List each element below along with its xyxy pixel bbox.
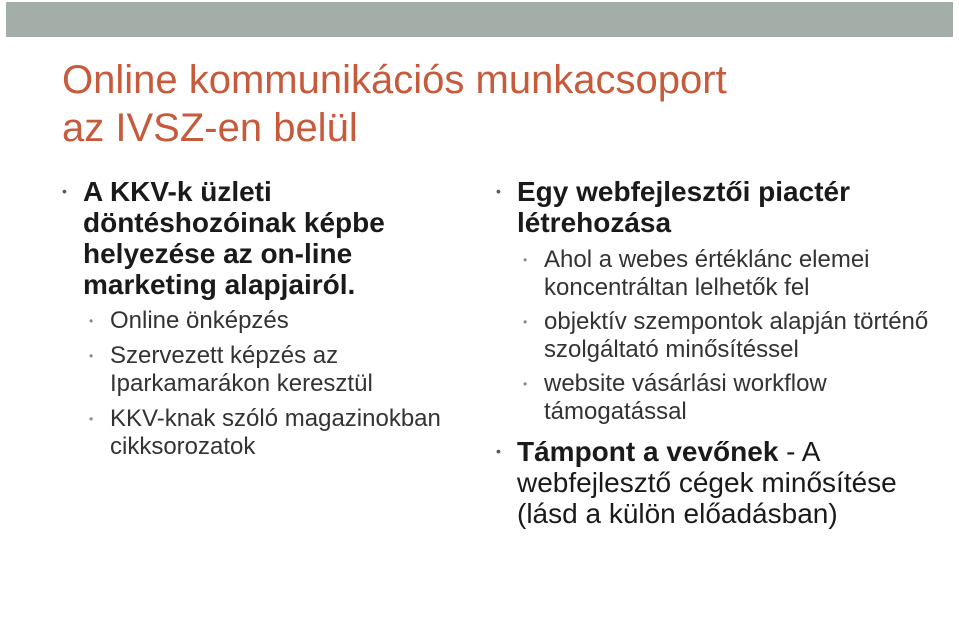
left-sub-bullet-text: Online önképzés — [110, 307, 289, 334]
left-main-bullet-text: A KKV-k üzleti döntéshozóinak képbe helyezése az on-line marketing alapjairól. — [83, 176, 385, 300]
left-sub-bullet-3 — [62, 405, 482, 461]
bullet-icon: • — [89, 349, 94, 363]
right-column — [496, 176, 936, 529]
bullet-icon: • — [496, 443, 501, 459]
left-main-bullet — [62, 176, 482, 300]
right-sub-bullet-text: website vásárlási workflow támogatással — [544, 370, 827, 425]
title-line-2: az IVSZ-en belül — [62, 106, 358, 150]
bullet-icon: • — [62, 183, 67, 199]
bullet-icon: • — [523, 315, 528, 329]
right-sub-bullet-2 — [496, 308, 936, 364]
right-main-bullet-text: Egy webfejlesztői piactér létrehozása — [517, 176, 850, 238]
right-second-bullet — [496, 436, 936, 529]
left-sub-bullet-2 — [62, 342, 482, 398]
slide-title — [62, 56, 727, 152]
bullet-icon: • — [89, 412, 94, 426]
right-second-bullet-rest: - A webfejlesztő cégek minősítése (lásd a külön előadásban) — [517, 436, 897, 529]
right-sub-bullet-1 — [496, 246, 936, 302]
right-second-bullet-bold: Támpont a vevőnek — [517, 436, 779, 467]
right-sub-bullet-text: objektív szempontok alapján történő szolgáltató minősítéssel — [544, 308, 929, 363]
left-column — [62, 176, 482, 461]
left-sub-bullet-text: Szervezett képzés az Iparkamarákon keresztül — [110, 342, 373, 397]
right-sub-bullet-text: Ahol a webes értéklánc elemei koncentráltan lelhetők fel — [544, 246, 870, 301]
bullet-icon: • — [523, 253, 528, 267]
bullet-icon: • — [523, 377, 528, 391]
right-main-bullet — [496, 176, 936, 238]
top-band — [6, 2, 953, 37]
title-line-1: Online kommunikációs munkacsoport — [62, 58, 727, 102]
left-sub-bullet-1 — [62, 307, 482, 335]
bullet-icon: • — [496, 183, 501, 199]
bullet-icon: • — [89, 314, 94, 328]
left-sub-bullet-text: KKV-knak szóló magazinokban cikksorozatok — [110, 405, 441, 460]
right-sub-bullet-3 — [496, 370, 936, 426]
